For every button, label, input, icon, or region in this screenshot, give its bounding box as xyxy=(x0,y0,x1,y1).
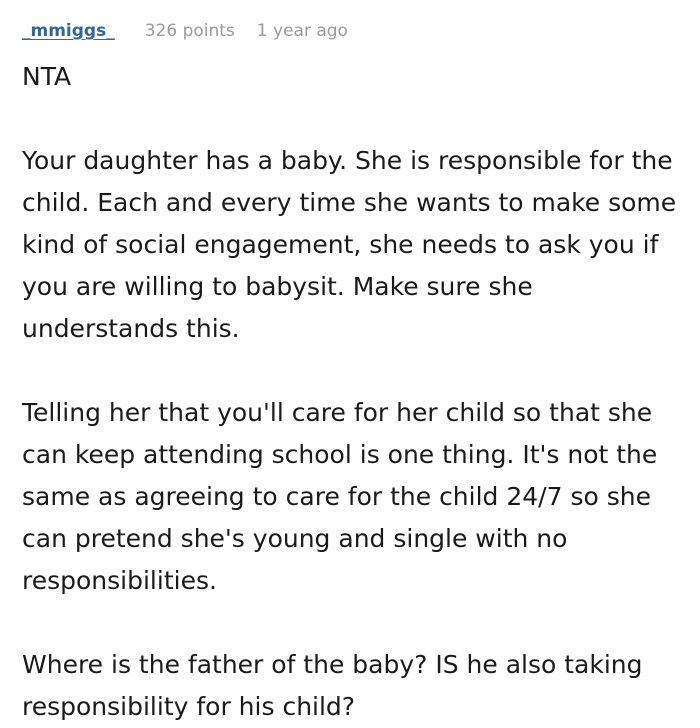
comment xyxy=(22,18,682,728)
comment-paragraph: Where is the father of the baby? IS he also taking responsibility for his child? xyxy=(22,650,643,721)
author-link[interactable]: _mmiggs_ xyxy=(22,21,115,41)
comment-meta xyxy=(22,18,682,44)
comment-paragraph: NTA xyxy=(22,62,72,91)
comment-paragraph: Telling her that you'll care for her child so that she can keep attending school is one thing. It's not the same as agreeing to care for the child 24/7 so she can pretend she's young and single with no responsibilities. xyxy=(22,398,658,595)
comment-paragraph: Your daughter has a baby. She is responsible for the child. Each and every time she wants to make some kind of social engagement, she needs to ask you if you are willing to babysit. Make sure she understands this. xyxy=(22,146,677,343)
points-count: 326 points xyxy=(144,21,235,41)
comment-body xyxy=(22,56,682,728)
timestamp: 1 year ago xyxy=(256,21,348,41)
